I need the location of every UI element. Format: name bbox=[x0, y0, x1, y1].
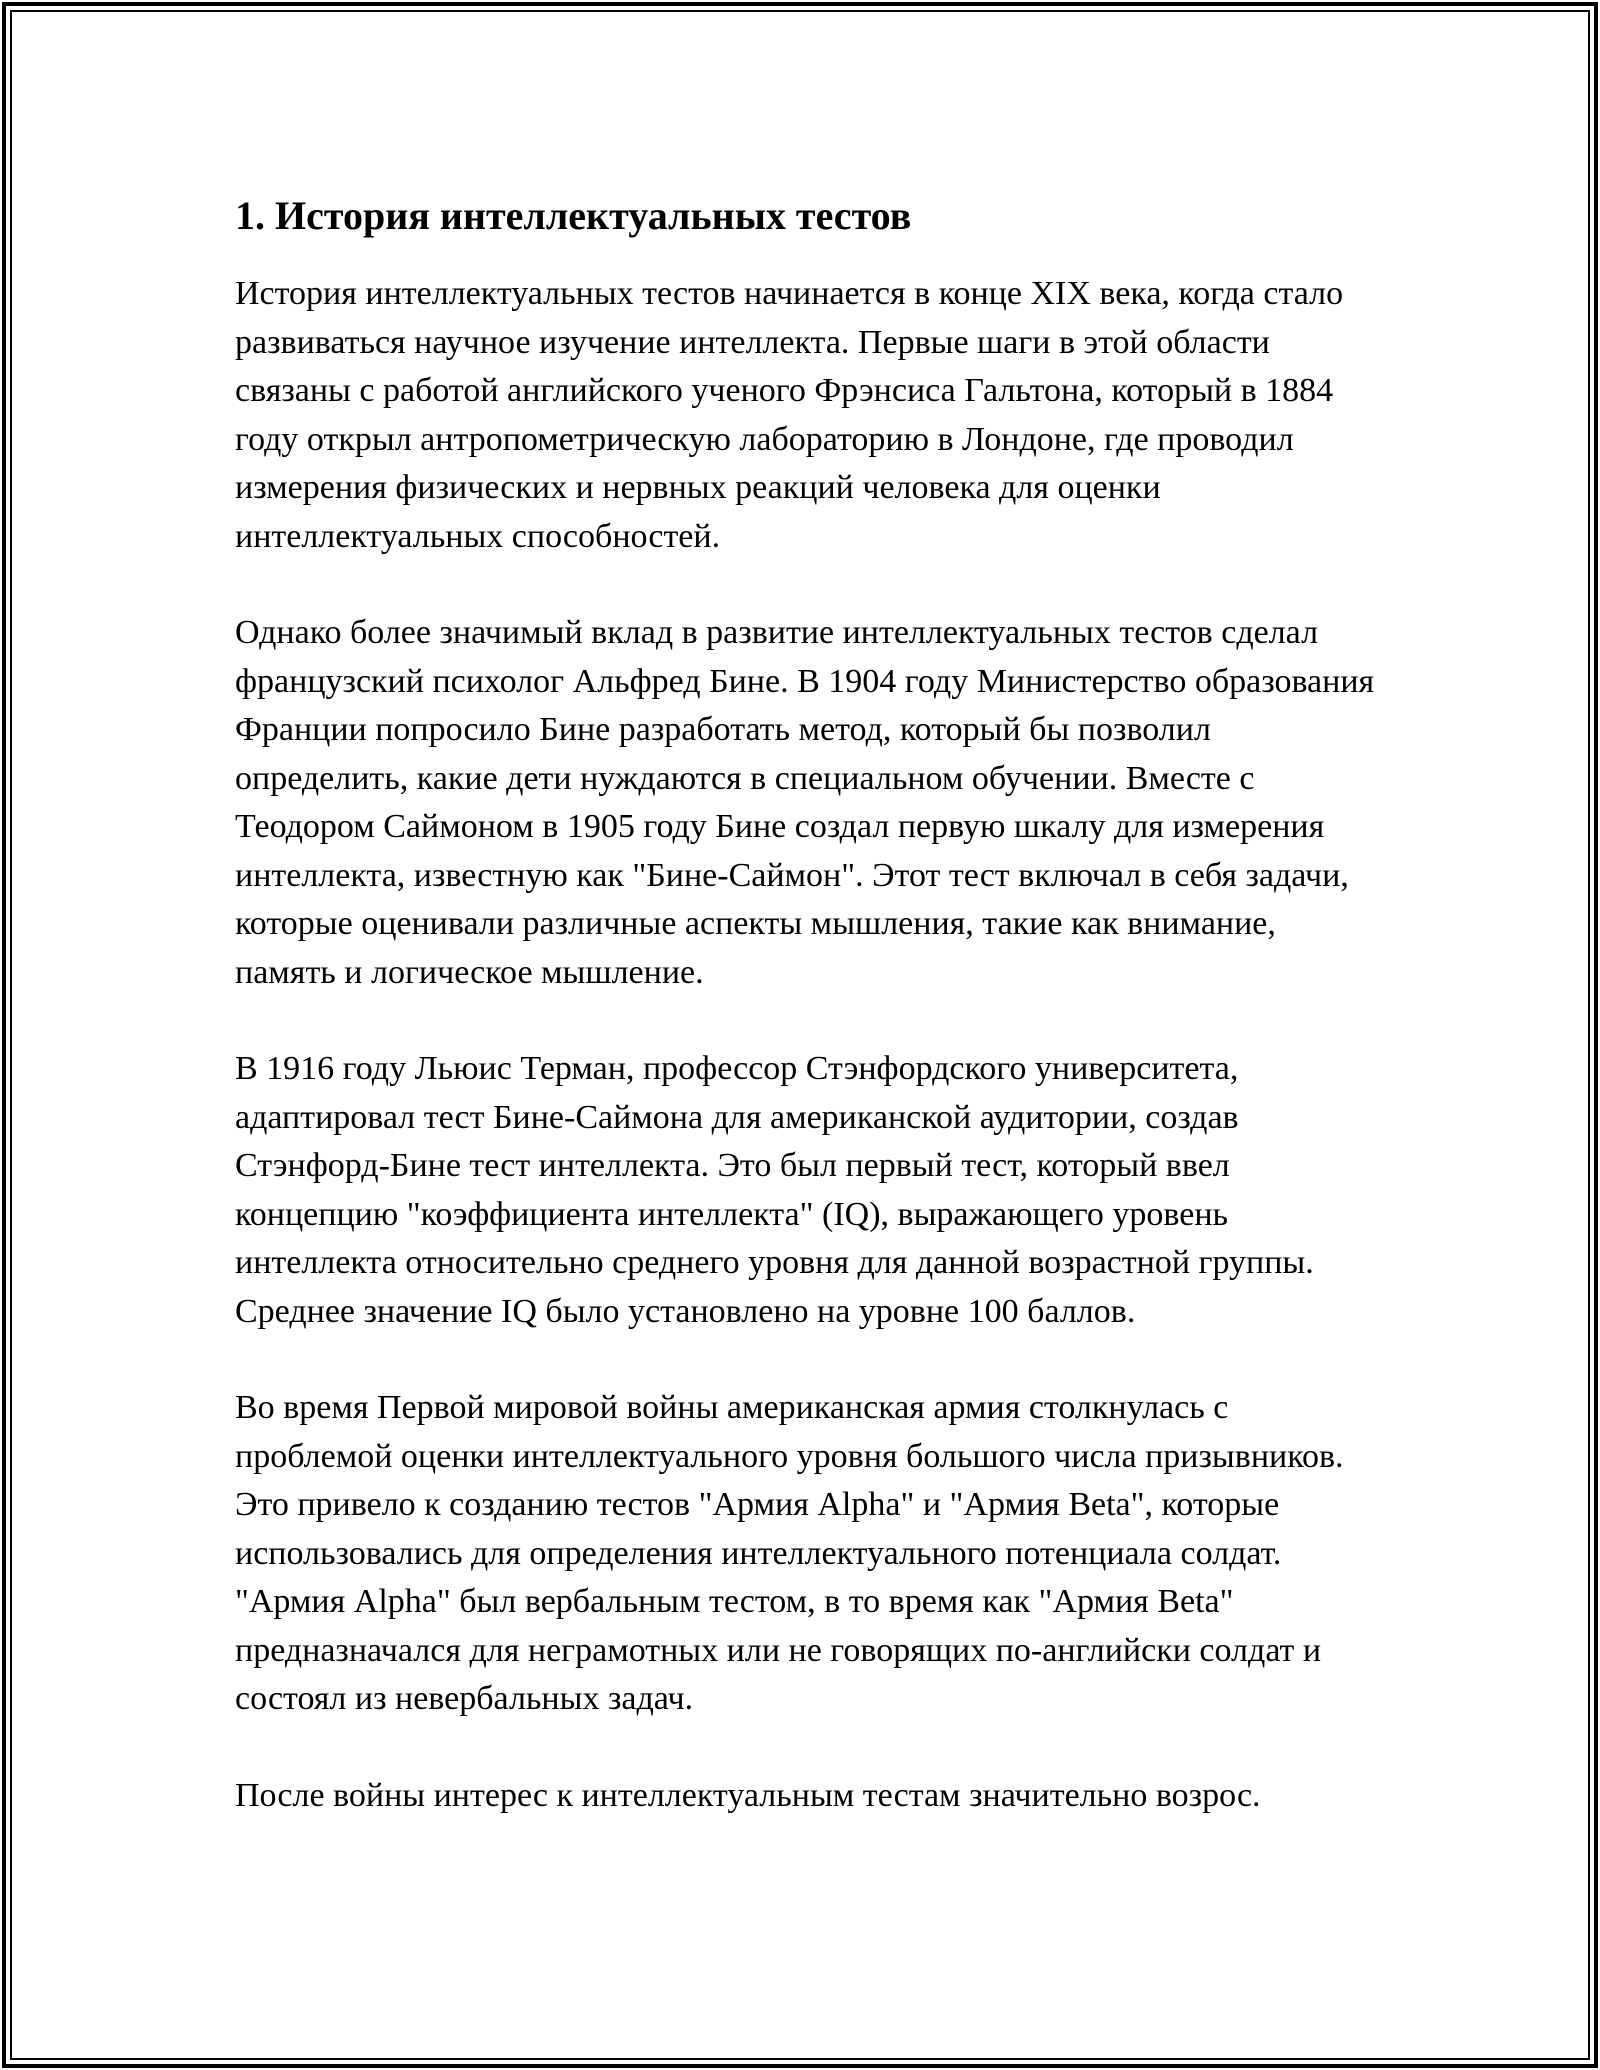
document-body bbox=[235, 188, 1375, 1820]
paragraph-terman: В 1916 году Льюис Терман, профессор Стэнфордского университета, адаптировал тест Бине-Саймона для американской аудитории, создав Стэнфорд-Бине тест интеллекта. Это был первый тест, который ввел концепцию "коэффициента интеллекта" (IQ), выражающего уровень интеллекта относительно среднего уровня для данной возрастной группы. Среднее значение IQ было установлено на уровне 100 баллов. bbox=[235, 1050, 1314, 1330]
paragraph-army-tests: Во время Первой мировой войны американская армия столкнулась с проблемой оценки интеллектуального уровня большого числа призывников. Это привело к созданию тестов "Армия Alpha" и "Армия Beta", которые использовались для определения интеллектуального потенциала солдат. "Армия Alpha" был вербальным тестом, в то время как "Армия Beta" предназначался для неграмотных или не говорящих по-английски солдат и состоял из невербальных задач. bbox=[235, 1389, 1344, 1717]
section-heading: 1. История интеллектуальных тестов bbox=[235, 193, 912, 238]
paragraph-galton: История интеллектуальных тестов начинается в конце XIX века, когда стало развиваться научное изучение интеллекта. Первые шаги в этой области связаны с работой английского ученого Фрэнсиса Гальтона, который в 1884 году открыл антропометрическую лабораторию в Лондоне, где проводил измерения физических и нервных реакций человека для оценки интеллектуальных способностей. bbox=[235, 275, 1344, 555]
paragraph-postwar: После войны интерес к интеллектуальным тестам значительно возрос. bbox=[235, 1776, 1261, 1814]
paragraph-binet: Однако более значимый вклад в развитие интеллектуальных тестов сделал французский психолог Альфред Бине. В 1904 году Министерство образования Франции попросило Бине разработать метод, который бы позволил определить, какие дети нуждаются в специальном обучении. Вместе с Теодором Саймоном в 1905 году Бине создал первую шкалу для измерения интеллекта, известную как "Бине-Саймон". Этот тест включал в себя задачи, которые оценивали различные аспекты мышления, такие как внимание, память и логическое мышление. bbox=[235, 614, 1375, 991]
